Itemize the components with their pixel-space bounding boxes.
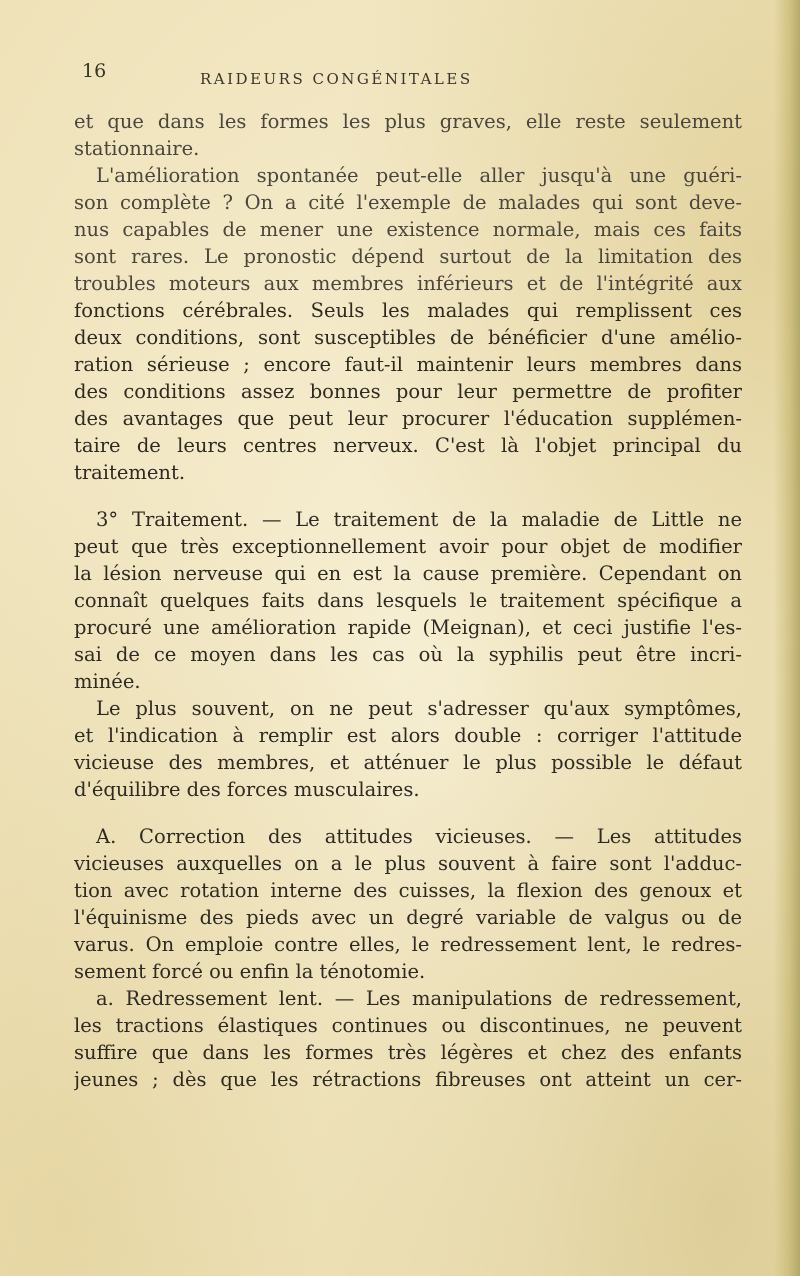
text-line: et que dans les formes les plus graves, elle reste seulement — [74, 110, 742, 133]
text-line: procuré une amélioration rapide (Meignan), et ceci justifie l'es- — [74, 616, 742, 639]
text-line: tion avec rotation interne des cuisses, la flexion des genoux et — [74, 879, 742, 902]
text-line: traitement. — [74, 461, 186, 484]
text-line: son complète ? On a cité l'exemple de malades qui sont deve- — [74, 191, 742, 214]
page-number: 16 — [82, 60, 107, 82]
subsection-heading-line: A. Correction des attitudes vicieuses. — Les attitudes — [96, 825, 742, 848]
text-line: troubles moteurs aux membres inférieurs et de l'intégrité aux — [74, 272, 742, 295]
text-line: a. Redressement lent. — Les manipulations de redressement, — [96, 987, 742, 1010]
text-line: taire de leurs centres nerveux. C'est là l'objet principal du — [74, 434, 742, 457]
text-line: des conditions assez bonnes pour leur permettre de profiter — [74, 380, 742, 403]
text-line: connaît quelques faits dans lesquels le traitement spécifique a — [74, 589, 742, 612]
text-line: jeunes ; dès que les rétractions fibreuses ont atteint un cer- — [74, 1068, 742, 1091]
page-edge-shadow — [774, 0, 800, 1276]
body-text — [74, 108, 742, 1093]
text-line: les tractions élastiques continues ou discontinues, ne peuvent — [74, 1014, 742, 1037]
text-line: sement forcé ou enfin la ténotomie. — [74, 960, 426, 983]
text-line: des avantages que peut leur procurer l'éducation supplémen- — [74, 407, 742, 430]
text-line: L'amélioration spontanée peut-elle aller jusqu'à une guéri- — [96, 164, 742, 187]
text-line: nus capables de mener une existence normale, mais ces faits — [74, 218, 742, 241]
text-line: et l'indication à remplir est alors double : corriger l'attitude — [74, 724, 742, 747]
text-line: minée. — [74, 670, 141, 693]
text-line: sai de ce moyen dans les cas où la syphilis peut être incri- — [74, 643, 742, 666]
running-head: RAIDEURS CONGÉNITALES — [200, 70, 473, 88]
text-line: suffire que dans les formes très légères et chez des enfants — [74, 1041, 742, 1064]
text-line: sont rares. Le pronostic dépend surtout de la limitation des — [74, 245, 742, 268]
text-line: fonctions cérébrales. Seuls les malades qui remplissent ces — [74, 299, 742, 322]
text-line: ration sérieuse ; encore faut-il maintenir leurs membres dans — [74, 353, 742, 376]
text-line: varus. On emploie contre elles, le redressement lent, le redres- — [74, 933, 742, 956]
text-line: Le plus souvent, on ne peut s'adresser qu'aux symptômes, — [96, 697, 742, 720]
text-line: d'équilibre des forces musculaires. — [74, 778, 420, 801]
text-line: vicieuse des membres, et atténuer le plus possible le défaut — [74, 751, 742, 774]
text-line: vicieuses auxquelles on a le plus souvent à faire sont l'adduc- — [74, 852, 742, 875]
text-line: l'équinisme des pieds avec un degré variable de valgus ou de — [74, 906, 742, 929]
text-line: la lésion nerveuse qui en est la cause première. Cependant on — [74, 562, 742, 585]
text-line: stationnaire. — [74, 137, 200, 160]
text-line: peut que très exceptionnellement avoir pour objet de modifier — [74, 535, 742, 558]
section-heading-line: 3° Traitement. — Le traitement de la maladie de Little ne — [96, 508, 742, 531]
text-line: deux conditions, sont susceptibles de bénéficier d'une amélio- — [74, 326, 742, 349]
